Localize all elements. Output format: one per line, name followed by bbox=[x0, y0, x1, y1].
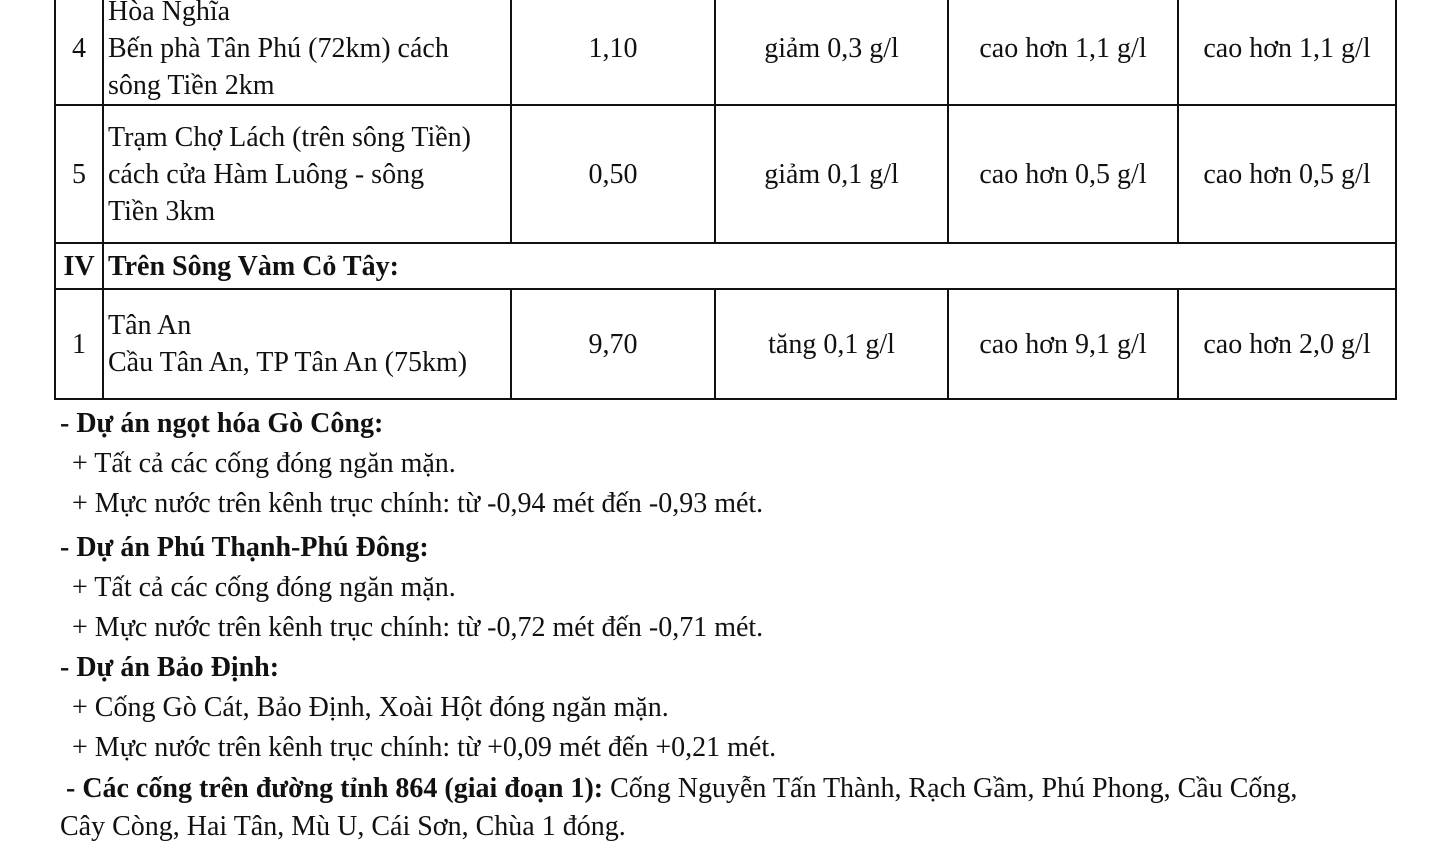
row-number: 1 bbox=[55, 289, 103, 399]
project-phu-thanh-phu-dong bbox=[60, 528, 1400, 648]
salinity-change: tăng 0,1 g/l bbox=[715, 289, 948, 399]
salinity-compare: cao hơn 1,1 g/l bbox=[1178, 0, 1396, 105]
location-line: Cầu Tân An, TP Tân An (75km) bbox=[108, 347, 468, 378]
salinity-compare: cao hơn 0,5 g/l bbox=[1178, 105, 1396, 243]
project-go-cong bbox=[60, 404, 1400, 524]
salinity-value: 1,10 bbox=[511, 0, 715, 105]
location-line: sông Tiền 2km bbox=[108, 69, 275, 101]
station-location bbox=[103, 289, 511, 399]
table-row bbox=[55, 0, 1396, 105]
section-row bbox=[55, 243, 1396, 289]
road-864-text-continued: Cây Còng, Hai Tân, Mù U, Cái Sơn, Chùa 1 đóng. bbox=[60, 811, 626, 842]
salinity-compare: cao hơn 2,0 g/l bbox=[1178, 289, 1396, 399]
salinity-value: 9,70 bbox=[511, 289, 715, 399]
road-864-gates bbox=[60, 770, 1400, 846]
salinity-compare: cao hơn 0,5 g/l bbox=[948, 105, 1178, 243]
project-title: - Dự án ngọt hóa Gò Công: bbox=[60, 408, 384, 439]
project-title: - Dự án Phú Thạnh-Phú Đông: bbox=[60, 532, 429, 563]
salinity-change: giảm 0,3 g/l bbox=[715, 0, 948, 105]
project-bullet: + Mực nước trên kênh trục chính: từ -0,94 mét đến -0,93 mét. bbox=[72, 488, 764, 519]
salinity-compare: cao hơn 1,1 g/l bbox=[948, 0, 1178, 105]
road-864-title: - Các cống trên đường tỉnh 864 (giai đoạn 1): bbox=[66, 773, 604, 804]
station-location bbox=[103, 0, 511, 105]
project-bullet: + Mực nước trên kênh trục chính: từ -0,72 mét đến -0,71 mét. bbox=[72, 612, 764, 643]
station-location bbox=[103, 105, 511, 243]
location-line: cách cửa Hàm Luông - sông bbox=[108, 158, 425, 190]
project-bao-dinh bbox=[60, 648, 1400, 768]
project-bullet: + Tất cả các cống đóng ngăn mặn. bbox=[72, 572, 456, 603]
table-row bbox=[55, 105, 1396, 243]
location-line: Bến phà Tân Phú (72km) cách bbox=[108, 32, 449, 64]
row-number: 4 bbox=[55, 0, 103, 105]
location-line: Hòa Nghĩa bbox=[108, 0, 231, 27]
row-number: 5 bbox=[55, 105, 103, 243]
project-title: - Dự án Bảo Định: bbox=[60, 652, 280, 683]
salinity-value: 0,50 bbox=[511, 105, 715, 243]
project-bullet: + Tất cả các cống đóng ngăn mặn. bbox=[72, 448, 456, 479]
location-line: Tiền 3km bbox=[108, 195, 216, 227]
road-864-text: Cống Nguyễn Tấn Thành, Rạch Gầm, Phú Phong, Cầu Cống, bbox=[603, 773, 1298, 804]
section-number: IV bbox=[55, 243, 103, 289]
salinity-change: giảm 0,1 g/l bbox=[715, 105, 948, 243]
table-row bbox=[55, 289, 1396, 399]
salinity-compare: cao hơn 9,1 g/l bbox=[948, 289, 1178, 399]
project-notes bbox=[60, 404, 1400, 846]
section-title: Trên Sông Vàm Cỏ Tây: bbox=[103, 243, 1396, 289]
salinity-table bbox=[54, 0, 1397, 400]
location-line: Trạm Chợ Lách (trên sông Tiền) bbox=[108, 121, 471, 153]
location-line: Tân An bbox=[108, 310, 192, 341]
project-bullet: + Mực nước trên kênh trục chính: từ +0,09 mét đến +0,21 mét. bbox=[72, 732, 777, 763]
project-bullet: + Cống Gò Cát, Bảo Định, Xoài Hột đóng ngăn mặn. bbox=[72, 692, 669, 723]
